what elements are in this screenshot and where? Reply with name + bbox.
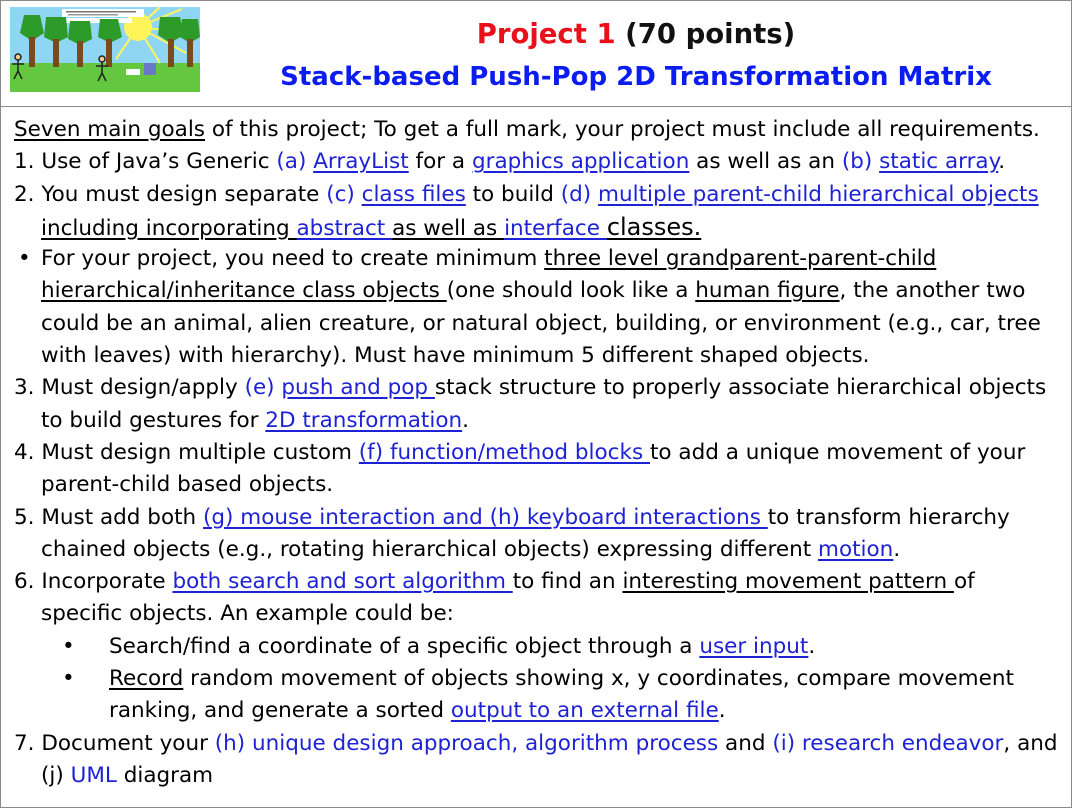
project-scene-thumbnail [10,7,200,92]
item3-text: to build gestures for [41,407,266,433]
item2-text: to build [465,181,561,207]
item-6-cont [14,598,1069,630]
item7-text: and [718,730,773,756]
intro-text: of this project; To get a full mark, your project must include all requirements. [205,117,1040,142]
class-files-link[interactable]: class files [361,181,466,207]
item6-text: of [953,569,975,595]
research-endeavor-text: (i) research endeavor [772,730,1004,756]
item7-text: 7. Document your [14,730,215,756]
arraylist-link[interactable]: ArrayList [313,149,409,175]
item5-text: to transform hierarchy [767,504,1010,530]
item-6 [14,566,1069,598]
item-3 [14,372,1069,404]
bullet-text: For your project, you need to create minimum [41,246,545,272]
sub-bullet [14,663,1069,695]
item-2 [14,179,1069,211]
item-5-cont [14,534,1069,566]
label-d: (d) [560,181,599,207]
scene-illustration [10,7,200,92]
item4-text: to add a unique movement of your [650,439,1026,465]
item7-text: , and [1003,730,1058,756]
bullet-glyph: • [18,246,31,272]
uml-text: UML [70,762,117,788]
item-2-cont [14,211,1069,243]
item1-text: for a [408,149,472,175]
header-divider [1,106,1071,107]
sub-bullet-text: . [808,633,816,659]
bullet-glyph: • [62,633,75,659]
bullet-item-cont [14,340,1069,372]
item1-text: as well as an [689,149,842,175]
three-level-text: three level grandparent-parent-child [544,246,937,272]
item-7 [14,728,1069,760]
human-figure-text: human figure [695,278,840,304]
sub-bullet-text: . [718,698,726,724]
interface-link[interactable]: interface [504,215,607,241]
bullet-text: hierarchical/inheritance class objects [41,278,447,304]
intro-line [14,114,1069,146]
item-4-cont [14,469,1069,501]
bullet-text: could be an animal, alien creature, or natural object, building, or environment (e.g., car, tree [41,310,1041,336]
bullet-text: with leaves) with hierarchy). Must have minimum 5 different shaped objects. [41,343,870,369]
item6-text: to find an [512,569,623,595]
bullet-text: , the another two [839,278,1026,304]
item1-text: 1. Use of Java’s Generic [14,149,277,175]
push-pop-link[interactable]: push and pop [281,375,435,401]
function-blocks-link[interactable]: (f) function/method blocks [358,439,650,465]
external-file-link[interactable]: output to an external file [450,698,719,724]
bullet-item [14,243,1069,275]
project-subtitle: Stack-based Push-Pop 2D Transformation Matrix [280,62,992,92]
item2-text: including incorporating [41,215,297,241]
goals-text: Seven main goals [14,117,205,142]
item7-text: diagram [116,762,214,788]
motion-link[interactable]: motion [818,536,894,562]
item6-text: specific objects. An example could be: [41,601,454,627]
item-3-cont [14,405,1069,437]
graphics-application-link[interactable]: graphics application [471,149,690,175]
item4-text: 4. Must design multiple custom [14,439,359,465]
static-array-link[interactable]: static array [879,149,999,175]
label-c: (c) [326,181,362,207]
item6-text: 6. Incorporate [14,569,173,595]
item-1 [14,146,1069,178]
classes-text: classes. [606,212,702,241]
2d-transformation-link[interactable]: 2D transformation [265,407,463,433]
bullet-item-cont [14,308,1069,340]
label-a: (a) [276,149,314,175]
design-approach-text: (h) unique design approach, algorithm process [214,730,719,756]
item5-text: . [893,536,901,562]
abstract-link[interactable]: abstract [296,215,393,241]
sub-bullet-text: Search/find a coordinate of a specific object through a [109,633,700,659]
item7-text: (j) [41,762,71,788]
hierarchical-objects-link[interactable]: multiple parent-child hierarchical objects [598,181,1039,207]
project-title [201,15,1071,53]
item3-text: stack structure to properly associate hierarchical objects [434,375,1047,401]
item-5 [14,502,1069,534]
item-4 [14,437,1069,469]
bullet-glyph: • [62,666,75,692]
sub-bullet [14,631,1069,663]
sub-bullet-cont [14,695,1069,727]
bullet-item-cont [14,275,1069,307]
requirements-body [14,114,1069,792]
sub-bullet-text: random movement of objects showing x, y coordinates, compare movement [183,666,1014,692]
item-7-cont [14,760,1069,792]
user-input-link[interactable]: user input [699,633,809,659]
project-number: Project 1 [476,18,616,50]
movement-pattern-text: interesting movement pattern [622,569,954,595]
item5-text: chained objects (e.g., rotating hierarchical objects) expressing different [41,536,819,562]
mouse-keyboard-link[interactable]: (g) mouse interaction and (h) keyboard interactions [203,504,768,530]
search-sort-link[interactable]: both search and sort algorithm [172,569,513,595]
record-text: Record [109,666,184,692]
item4-text: parent-child based objects. [41,472,334,498]
item2-text: as well as [392,215,505,241]
label-b: (b) [841,149,880,175]
project-points: (70 points) [625,18,796,50]
bullet-text: (one should look like a [446,278,696,304]
item3-text: . [462,407,469,433]
item1-text: . [998,149,1006,175]
label-e: (e) [244,375,282,401]
sub-bullet-text: ranking, and generate a sorted [109,698,451,724]
item5-text: 5. Must add both [14,504,203,530]
item3-text: 3. Must design/apply [14,375,245,401]
item2-text: 2. You must design separate [14,181,327,207]
